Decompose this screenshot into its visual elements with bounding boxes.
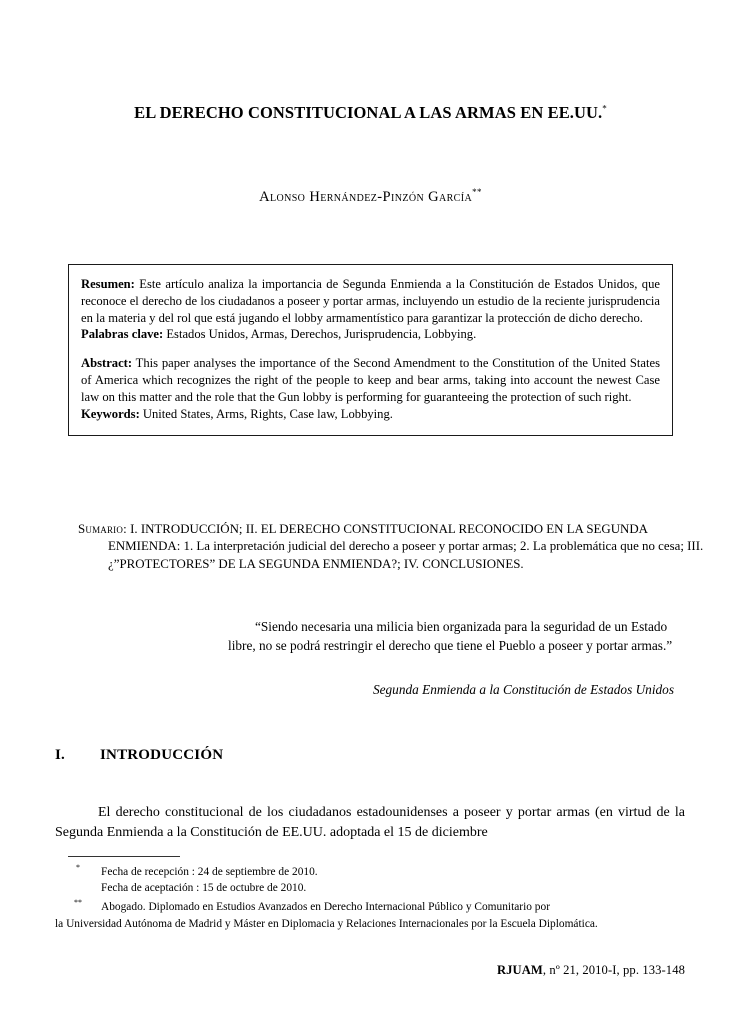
resumen-paragraph: [81, 276, 660, 326]
epigraph-attribution: Segunda Enmienda a la Constitución de Estados Unidos: [372, 681, 674, 697]
abstract-label: Abstract:: [81, 356, 133, 371]
journal-name: RJUAM: [496, 963, 543, 977]
sumario-block: [78, 521, 705, 573]
footnote-text: Abogado. Diplomado en Estudios Avanzados en Derecho Internacional Público y Comunitario por: [101, 900, 550, 913]
footnote-item: [55, 880, 685, 897]
footnote-item: [55, 897, 685, 915]
resumen-text: Este artículo analiza la importancia de Segunda Enmienda a la Constitución de Estados Unidos, que reconoce el derecho de los ciudadanos a poseer y portar armas, incluyendo un estudio de la reciente jurisprudencia en la materia y del rol que está jugando el lobby armamentístico para garantizar la protección de dicho derecho.: [81, 277, 660, 325]
section-heading-text: INTRODUCCIÓN: [100, 747, 224, 763]
footnote-continuation: la Universidad Autónoma de Madrid y Máster en Diplomacia y Relaciones Internacionales por la Escuela Diplomática.: [55, 917, 598, 930]
footnote-item: [55, 862, 685, 880]
author-name: Alonso Hernández-Pinzón García: [259, 188, 473, 205]
section-heading-introduccion: [55, 747, 223, 764]
footnote-text: Fecha de aceptación : 15 de octubre de 2010.: [101, 882, 307, 895]
palabras-clave-paragraph: [81, 326, 660, 343]
keywords-paragraph: [81, 406, 660, 423]
footnote-separator-rule: [68, 856, 180, 857]
citation-details: , nº 21, 2010-I, pp. 133-148: [542, 963, 685, 977]
sumario-label: Sumario:: [78, 521, 127, 536]
resumen-label: Resumen:: [81, 277, 135, 291]
footer-citation: [55, 963, 685, 978]
palabras-clave-text: Estados Unidos, Armas, Derechos, Jurisprudencia, Lobbying.: [163, 327, 477, 342]
palabras-clave-label: Palabras clave:: [81, 327, 164, 342]
abstract-english: [81, 355, 660, 422]
epigraph-block: [228, 618, 674, 700]
keywords-text: United States, Arms, Rights, Case law, Lobbying.: [139, 406, 393, 421]
abstract-paragraph: [81, 355, 660, 405]
title-footnote-marker: *: [602, 103, 607, 114]
footnotes-area: [55, 856, 685, 932]
page-title: [55, 0, 686, 123]
abstract-box: [68, 264, 673, 436]
footnote-marker: *: [76, 863, 80, 872]
keywords-label: Keywords:: [81, 406, 140, 421]
epigraph-quote: “Siendo necesaria una milicia bien organizada para la seguridad de un Estado libre, no se podrá restringir el derecho que tiene el Pueblo a poseer y portar armas.”: [228, 619, 673, 653]
author-byline: [55, 123, 686, 206]
sumario-contents: I. INTRODUCCIÓN; II. EL DERECHO CONSTITUCIONAL RECONOCIDO EN LA SEGUNDA ENMIENDA: 1. La interpretación judicial del derecho a poseer y portar armas; 2. La problemática que no cesa; III. ¿”PROTECTORES” DE LA SEGUNDA ENMIENDA?; IV. CONCLUSIONES.: [108, 521, 704, 571]
body-paragraph: El derecho constitucional de los ciudadanos estadounidenses a poseer y portar armas (en virtud de la Segunda Enmienda a la Constitución de EE.UU. adoptada el 15 de diciembre: [55, 805, 685, 841]
footnote-marker: **: [74, 898, 82, 908]
abstract-spanish: [81, 276, 660, 343]
abstract-text: This paper analyses the importance of the Second Amendment to the Constitution of the United States of America which recognizes the right of the people to keep and bear arms, taking into account the newest Case law on this matter and the role that the Gun lobby is performing for guaranteeing the protection of such right.: [81, 356, 660, 404]
section-numeral: I.: [55, 747, 65, 763]
footnote-text: Fecha de recepción : 24 de septiembre de 2010.: [101, 865, 318, 878]
page-title-text: EL DERECHO CONSTITUCIONAL A LAS ARMAS EN EE.UU.: [134, 103, 603, 122]
author-footnote-marker: **: [472, 186, 482, 197]
